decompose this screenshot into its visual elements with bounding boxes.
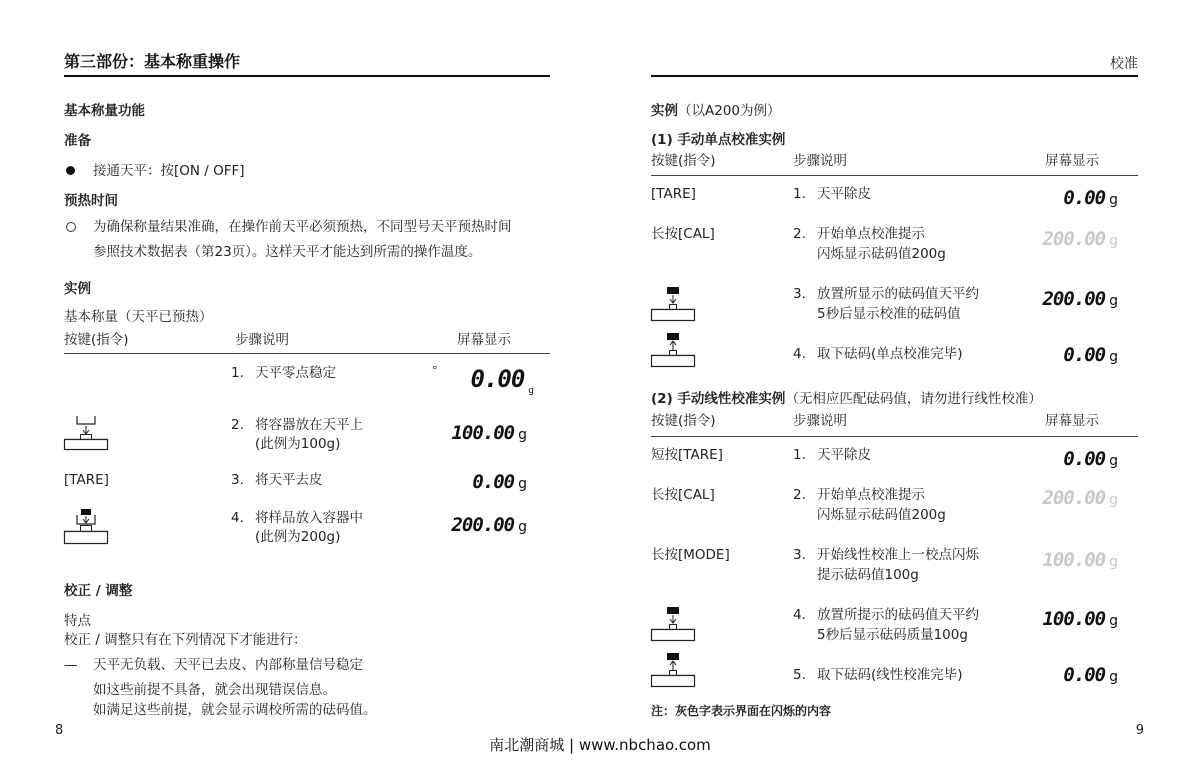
display-unit: g: [1109, 613, 1118, 629]
blink-note: 注：灰色字表示界面在闪烁的内容: [651, 704, 832, 718]
features-line: 校正 / 调整只有在下列情况下才能进行：: [64, 632, 307, 648]
prep-item: 接通天平：按[ON / OFF]: [93, 163, 245, 179]
right-header-rule: [651, 75, 1138, 77]
display-unit: g: [1109, 669, 1118, 685]
step-text: 天平零点稳定: [255, 365, 336, 381]
step-text: 开始单点校准提示: [817, 487, 925, 503]
example-heading-right: 实例: [651, 103, 678, 119]
warmup-line-2: 参照技术数据表（第23页）。这样天平才能达到所需的操作温度。: [93, 244, 482, 260]
bullet-icon: [66, 166, 75, 175]
col-display-header: 屏幕显示: [1045, 413, 1099, 429]
display-unit: g: [1109, 192, 1118, 208]
step-text-2: 提示砝码值100g: [817, 567, 919, 583]
example-line: [651, 102, 781, 120]
footer-watermark: 南北潮商城 | www.nbchao.com: [489, 736, 711, 754]
step-text: 取下砝码(单点校准完毕): [817, 346, 963, 362]
display-unit: g: [1109, 453, 1118, 469]
col-key-header: 按键(指令): [651, 413, 716, 429]
page-number-left: 8: [55, 723, 64, 738]
step-number: 5.: [793, 667, 806, 683]
warmup-line-1: 为确保称量结果准确，在操作前天平必须预热，不同型号天平预热时间: [93, 219, 512, 235]
display-number: 100.00: [451, 422, 515, 444]
display-number: 0.00: [1063, 187, 1106, 209]
key-command: 长按[CAL]: [651, 487, 715, 503]
step-text: 取下砝码(线性校准完毕): [817, 667, 963, 683]
step-text: 天平除皮: [817, 186, 871, 202]
display-unit: g: [518, 476, 527, 492]
weight-remove-icon: [649, 331, 697, 369]
example-heading: 实例: [64, 281, 91, 297]
display-value: [451, 514, 527, 538]
step-number: 4.: [793, 607, 806, 623]
display-number: 0.00: [472, 471, 515, 493]
step-text-2: 闪烁显示砝码值200g: [817, 507, 946, 523]
step-number: 2.: [231, 417, 244, 433]
right-header-title: 校准: [1110, 56, 1138, 72]
step-text: 放置所显示的砝码值天平约: [817, 286, 979, 302]
step-number: 2.: [793, 487, 806, 503]
condition-line-1: 天平无负载、天平已去皮、内部称量信号稳定: [93, 657, 363, 673]
left-header-rule: [64, 75, 550, 77]
step-number: 2.: [793, 226, 806, 242]
display-number: 100.00: [1042, 549, 1106, 571]
stable-mark: °: [432, 364, 438, 377]
table-header-rule: [651, 436, 1138, 437]
col-step-header: 步骤说明: [235, 332, 289, 348]
col-display-header: 屏幕显示: [1045, 153, 1099, 169]
step-text-2: 5秒后显示校准的砝码值: [817, 306, 961, 322]
features-label: 特点: [64, 613, 91, 629]
open-bullet-icon: [66, 222, 76, 232]
display-number: 0.00: [1063, 448, 1106, 470]
example-subtitle: 基本称量（天平已预热）: [64, 309, 213, 325]
step-number: 1.: [231, 365, 244, 381]
display-unit: g: [1109, 492, 1118, 508]
step-number: 4.: [231, 510, 244, 526]
display-unit: g: [528, 386, 534, 396]
section1-title: (1) 手动单点校准实例: [651, 132, 786, 148]
display-unit: g: [518, 427, 527, 443]
condition-line-3: 如满足这些前提，就会显示调校所需的砝码值。: [93, 702, 377, 718]
section2-title: [651, 390, 1042, 408]
table-header-rule: [64, 353, 550, 354]
weight-on-pan-icon: [649, 605, 697, 643]
dash-mark: —: [64, 657, 78, 673]
col-key-header: 按键(指令): [64, 332, 129, 348]
step-text: 将天平去皮: [255, 472, 323, 488]
example-note: （以A200为例）: [678, 103, 781, 119]
prep-heading: 准备: [64, 133, 91, 149]
display-number: 200.00: [451, 514, 515, 536]
step-text: 开始线性校准上一校点闪烁: [817, 547, 979, 563]
display-number: 200.00: [1042, 228, 1106, 250]
step-number: 3.: [793, 547, 806, 563]
display-unit: g: [1109, 349, 1118, 365]
display-number: 200.00: [1042, 288, 1106, 310]
display-value: [1042, 608, 1118, 632]
step-number: 4.: [793, 346, 806, 362]
key-command: 长按[MODE]: [651, 547, 730, 563]
display-value: [1063, 187, 1118, 211]
display-unit: g: [518, 519, 527, 535]
display-unit: g: [1109, 233, 1118, 249]
display-value: [472, 471, 527, 495]
section2-title-rest: （无相应匹配砝码值，请勿进行线性校准）: [785, 391, 1042, 407]
section-title: 基本称量功能: [64, 103, 145, 119]
step-number: 1.: [793, 447, 806, 463]
weight-remove-icon: [649, 651, 697, 689]
display-value: [1063, 448, 1118, 472]
step-text-2: (此例为100g): [255, 436, 341, 452]
display-value: [1063, 664, 1118, 688]
col-display-header: 屏幕显示: [457, 332, 511, 348]
col-step-header: 步骤说明: [793, 153, 847, 169]
display-value: [451, 422, 527, 446]
col-key-header: 按键(指令): [651, 153, 716, 169]
step-text-2: 5秒后显示砝码质量100g: [817, 627, 968, 643]
sample-into-container-icon: [62, 508, 110, 546]
step-text: 放置所提示的砝码值天平约: [817, 607, 979, 623]
display-number: 0.00: [1063, 344, 1106, 366]
display-number: 200.00: [1042, 487, 1106, 509]
weight-on-pan-icon: [649, 285, 697, 323]
display-value-blinking: [1042, 549, 1118, 573]
display-unit: g: [1109, 554, 1118, 570]
key-command: 长按[CAL]: [651, 226, 715, 242]
display-number: 0.00: [470, 365, 525, 393]
container-on-pan-icon: [62, 414, 110, 452]
step-text: 将容器放在天平上: [255, 417, 363, 433]
left-header-title: 第三部份：基本称重操作: [64, 52, 241, 71]
display-unit: g: [1109, 293, 1118, 309]
step-text: 开始单点校准提示: [817, 226, 925, 242]
key-command: 短按[TARE]: [651, 447, 723, 463]
display-number: 0.00: [1063, 664, 1106, 686]
step-text: 将样品放入容器中: [255, 510, 363, 526]
page-number-right: 9: [1135, 723, 1144, 738]
display-number: 100.00: [1042, 608, 1106, 630]
step-number: 3.: [793, 286, 806, 302]
display-value: [1042, 288, 1118, 312]
display-value: [1063, 344, 1118, 368]
display-value: [470, 365, 534, 402]
step-text-2: 闪烁显示砝码值200g: [817, 246, 946, 262]
section2-title-bold: (2) 手动线性校准实例: [651, 391, 786, 407]
display-value-blinking: [1042, 487, 1118, 511]
step-text: 天平除皮: [817, 447, 871, 463]
key-command: [TARE]: [651, 186, 696, 202]
table-header-rule: [651, 175, 1138, 176]
warmup-heading: 预热时间: [64, 193, 118, 209]
step-number: 1.: [793, 186, 806, 202]
condition-line-2: 如这些前提不具备，就会出现错误信息。: [93, 682, 336, 698]
step-number: 3.: [231, 472, 244, 488]
step-text-2: (此例为200g): [255, 529, 341, 545]
display-value-blinking: [1042, 228, 1118, 252]
col-step-header: 步骤说明: [793, 413, 847, 429]
calibration-heading: 校正 / 调整: [64, 583, 133, 599]
key-command: [TARE]: [64, 472, 109, 488]
